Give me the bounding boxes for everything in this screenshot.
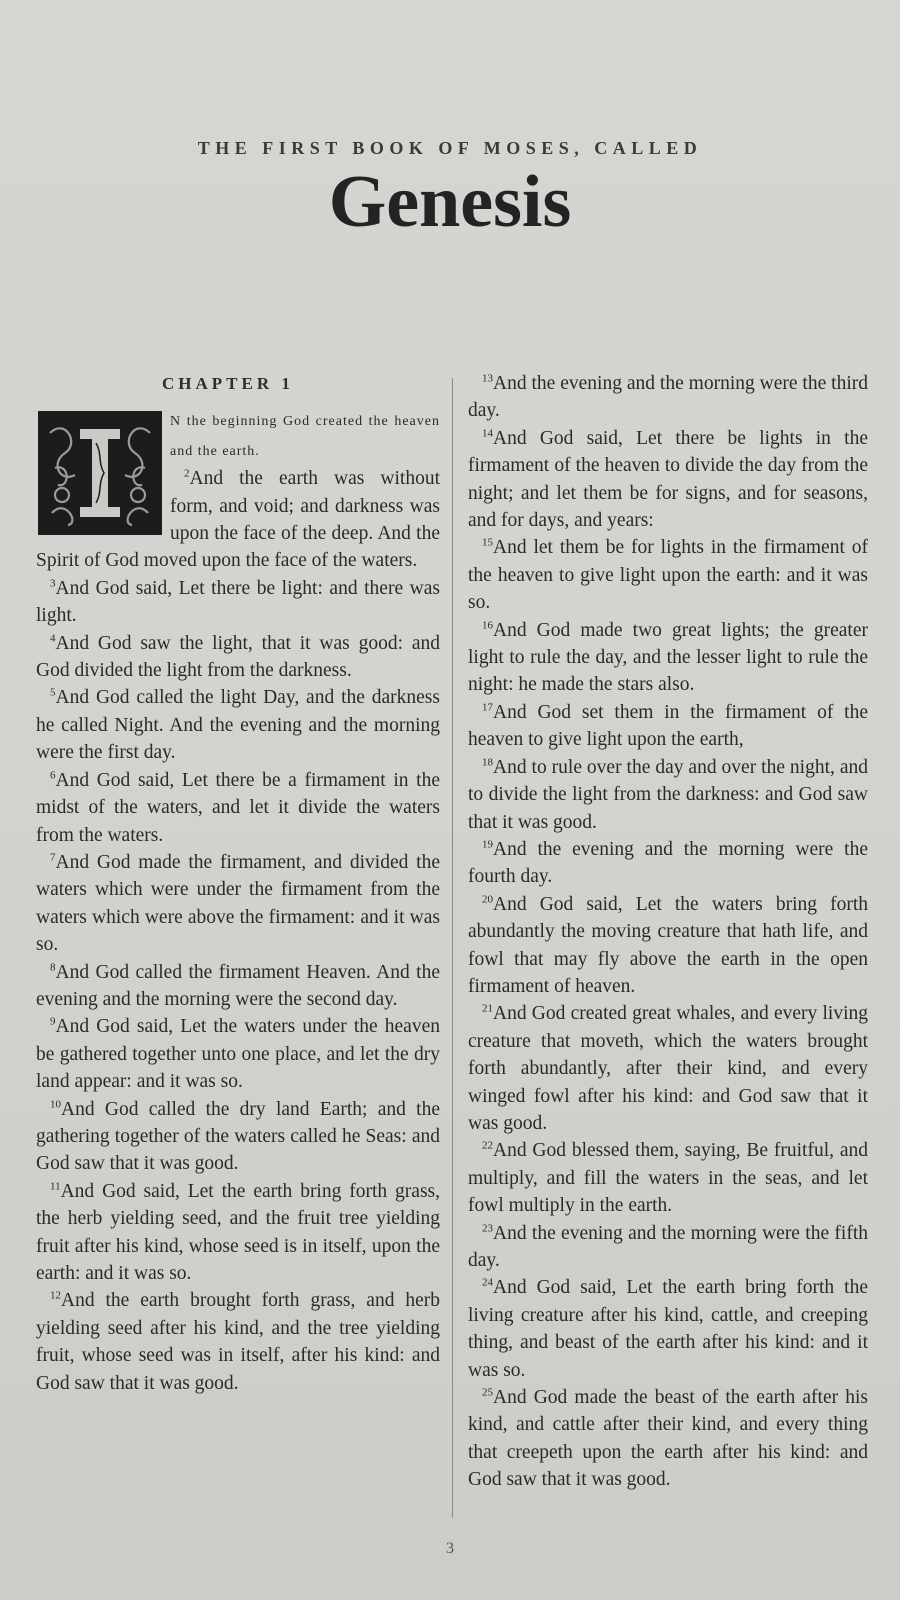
verse-text: And to rule over the day and over the night, and to divide the light from the darkness: and God saw that it was good. [468, 756, 868, 833]
verse-text: And let them be for lights in the firmament of the heaven to give light upon the earth: and it was so. [468, 537, 868, 614]
verse-5 [36, 684, 440, 766]
verse-number: 12 [50, 1289, 61, 1302]
verse-25 [468, 1384, 868, 1494]
verse-number: 11 [50, 1180, 61, 1193]
verse-7 [36, 849, 440, 959]
verse-21 [468, 1000, 868, 1137]
verse-11 [36, 1178, 440, 1288]
verse-number: 8 [50, 961, 56, 974]
verse-10 [36, 1096, 440, 1178]
verse-number: 25 [482, 1386, 493, 1399]
verse-text: And God said, Let there be light: and there was light. [36, 577, 440, 627]
verse-text: And God set them in the firmament of the heaven to give light upon the earth, [468, 701, 868, 751]
verse-number: 22 [482, 1139, 493, 1152]
book-title: Genesis [328, 161, 572, 243]
verse-text: And God saw the light, that it was good: and God divided the light from the darkness. [36, 632, 440, 682]
verse-number: 16 [482, 619, 493, 632]
verse-1-text: N the beginning God created the heaven and the earth. [170, 414, 440, 459]
verse-text: And God said, Let the earth bring forth grass, the herb yielding seed, and the fruit tree yielding fruit after his kind, whose seed is in itself, upon the earth: and it was so. [36, 1180, 440, 1284]
verse-number: 6 [50, 769, 56, 782]
verse-24 [468, 1274, 868, 1384]
ornamental-initial-icon [38, 411, 162, 535]
verse-text: And God said, Let there be lights in the firmament of the heaven to divide the day from the night; and let them be for signs, and for seasons, and for days, and years: [468, 427, 868, 532]
running-head: THE FIRST BOOK OF MOSES, CALLED [197, 138, 703, 158]
verse-13 [468, 370, 868, 425]
verse-8 [36, 959, 440, 1014]
verse-4 [36, 630, 440, 685]
verse-19 [468, 836, 868, 891]
verse-text: And God blessed them, saying, Be fruitful, and multiply, and fill the waters in the seas, and let fowl multiply in the earth. [468, 1140, 868, 1217]
verse-16 [468, 617, 868, 699]
verse-number: 14 [482, 427, 493, 440]
verse-text: And the earth brought forth grass, and herb yielding seed after his kind, and the tree yielding fruit, whose seed was in itself, after his kind: and God saw that it was good. [36, 1290, 440, 1394]
verse-14 [468, 425, 868, 535]
verse-text: And the evening and the morning were the fifth day. [468, 1222, 868, 1271]
verse-text: And the earth was without form, and void; and darkness was upon the face of the deep. And the Spirit of God moved upon the face of the waters. [36, 468, 440, 572]
verse-text: And God said, Let the earth bring forth the living creature after his kind, cattle, and creeping thing, and beast of the earth after his kind: and it was so. [468, 1277, 868, 1381]
verse-3 [36, 575, 440, 630]
verse-number: 9 [50, 1015, 56, 1028]
verse-number: 19 [482, 838, 493, 851]
verse-number: 17 [482, 701, 493, 714]
left-column [36, 370, 440, 1397]
verse-6 [36, 767, 440, 849]
verse-text: And God called the dry land Earth; and the gathering together of the waters called he Seas: and God saw that it was good. [36, 1098, 440, 1175]
verse-text: And God created great whales, and every living creature that moveth, which the waters brought forth abundantly, after their kind, and every winged fowl after his kind: and God saw that it was good. [468, 1003, 868, 1134]
chapter-heading: CHAPTER 1 [162, 374, 294, 393]
verse-23 [468, 1220, 868, 1275]
verse-number: 10 [50, 1098, 61, 1111]
page-number: 3 [446, 1540, 454, 1557]
verse-number: 13 [482, 372, 493, 385]
left-verses-list [36, 465, 440, 1397]
verse-number: 23 [482, 1222, 493, 1235]
verse-text: And the evening and the morning were the fourth day. [468, 838, 868, 888]
verse-22 [468, 1137, 868, 1219]
right-verses-list [468, 370, 868, 1494]
verse-text: And God said, Let the waters bring forth abundantly the moving creature that hath life, and fowl that may fly above the earth in the open firmament of heaven. [468, 893, 868, 997]
verse-number: 20 [482, 893, 493, 906]
verse-number: 24 [482, 1276, 493, 1289]
verse-number: 4 [50, 632, 56, 645]
verse-12 [36, 1287, 440, 1397]
verse-number: 2 [184, 467, 190, 480]
verse-text: And God called the firmament Heaven. And the evening and the morning were the second day. [36, 961, 440, 1010]
verse-9 [36, 1013, 440, 1095]
verse-text: And God made two great lights; the greater light to rule the day, and the lesser light to rule the night: he made the stars also. [468, 619, 868, 696]
verse-text: And the evening and the morning were the third day. [468, 373, 868, 422]
verse-number: 3 [50, 577, 56, 590]
right-column [468, 370, 868, 1494]
verse-17 [468, 699, 868, 754]
verse-text: And God said, Let the waters under the heaven be gathered together unto one place, and let the dry land appear: and it was so. [36, 1016, 440, 1093]
verse-number: 5 [50, 686, 56, 699]
verse-number: 7 [50, 851, 56, 864]
verse-15 [468, 534, 868, 616]
verse-18 [468, 754, 868, 836]
verse-number: 15 [482, 536, 493, 549]
verse-number: 18 [482, 756, 493, 769]
verse-number: 21 [482, 1002, 493, 1015]
verse-20 [468, 891, 868, 1001]
verse-text: And God made the beast of the earth after his kind, and cattle after their kind, and every thing that creepeth upon the earth after his kind: and God saw that it was good. [468, 1387, 868, 1491]
column-divider [452, 378, 453, 1518]
drop-cap [38, 411, 162, 536]
verse-text: And God called the light Day, and the darkness he called Night. And the evening and the morning were the first day. [36, 687, 440, 764]
verse-text: And God said, Let there be a firmament in the midst of the waters, and let it divide the waters from the waters. [36, 769, 440, 846]
verse-text: And God made the firmament, and divided the waters which were under the firmament from the waters which were above the firmament: and it was so. [36, 851, 440, 956]
